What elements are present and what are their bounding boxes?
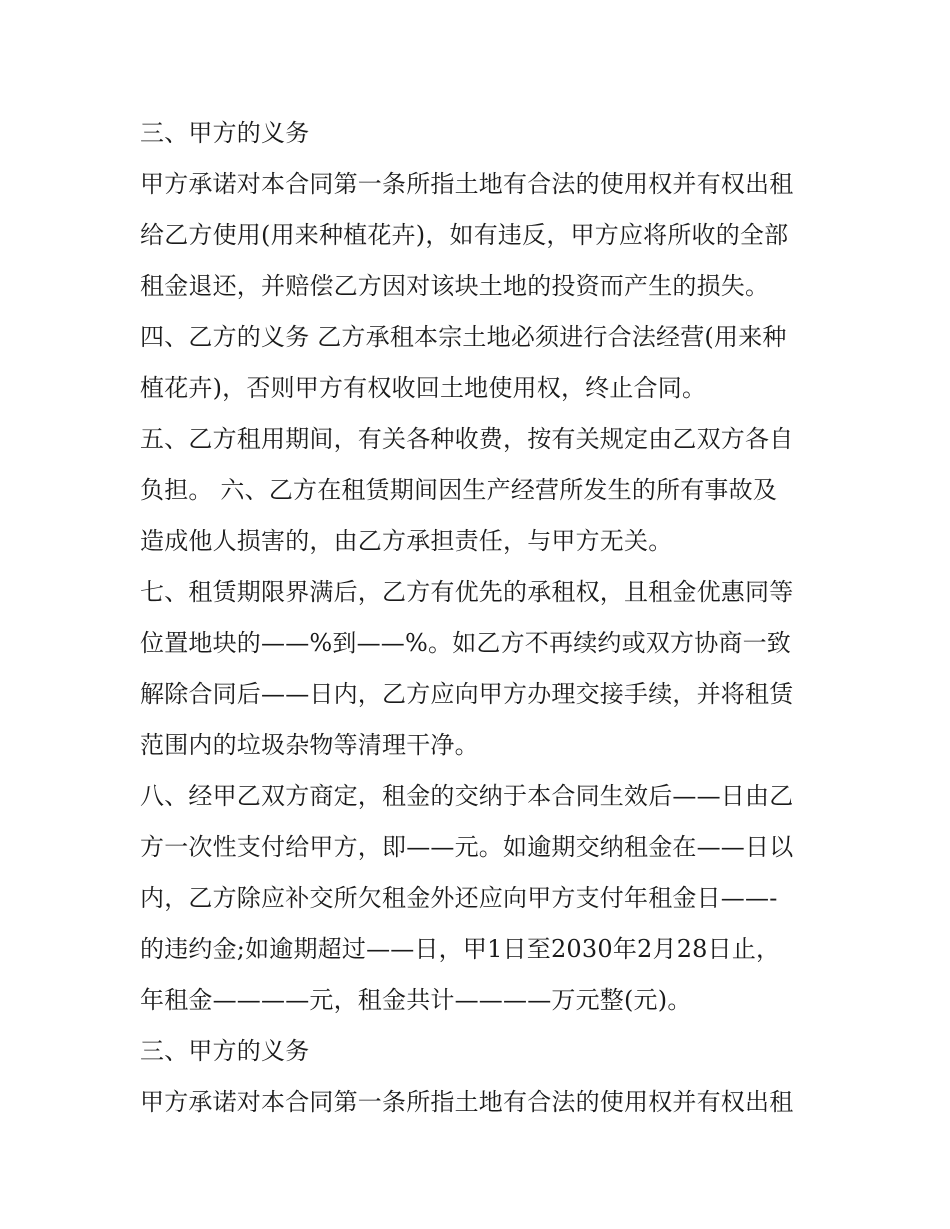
text-line: 年租金————元，租金共计————万元整(元)。: [140, 986, 692, 1014]
text-line: 三、甲方的义务: [140, 1037, 310, 1065]
document-body: [140, 108, 812, 1128]
text-line: 内，乙方除应补交所欠租金外还应向甲方支付年租金日——-: [140, 884, 778, 912]
text-line: 造成他人损害的，由乙方承担责任，与甲方无关。: [140, 527, 673, 555]
text-line: 八、经甲乙双方商定，租金的交纳于本合同生效后——日由乙: [140, 782, 794, 810]
text-line: 位置地块的——%到——%。如乙方不再续约或双方协商一致: [140, 629, 792, 657]
text-line: 五、乙方租用期间，有关各种收费，按有关规定由乙双方各自: [140, 425, 794, 453]
text-line: 三、甲方的义务: [140, 119, 310, 147]
text-line: 给乙方使用(用来种植花卉)，如有违反，甲方应将所收的全部: [140, 221, 789, 249]
text-line: 解除合同后——日内，乙方应向甲方办理交接手续，并将租赁: [140, 680, 794, 708]
text-line: 四、乙方的义务 乙方承租本宗土地必须进行合法经营(用来种: [140, 323, 787, 351]
text-line: 范围内的垃圾杂物等清理干净。: [140, 731, 479, 759]
text-line: 植花卉)，否则甲方有权收回土地使用权，终止合同。: [140, 374, 707, 402]
text-line: 甲方承诺对本合同第一条所指土地有合法的使用权并有权出租: [140, 170, 794, 198]
text-line: 的违约金;如逾期超过——日，甲1日至2030年2月28日止，: [140, 935, 781, 963]
text-line: 负担。 六、乙方在租赁期间因生产经营所发生的所有事故及: [140, 476, 778, 504]
text-line: 甲方承诺对本合同第一条所指土地有合法的使用权并有权出租: [140, 1088, 794, 1116]
text-line: 租金退还，并赔偿乙方因对该块土地的投资而产生的损失。: [140, 272, 770, 300]
text-line: 七、租赁期限界满后，乙方有优先的承租权，且租金优惠同等: [140, 578, 794, 606]
text-line: 方一次性支付给甲方，即——元。如逾期交纳租金在——日以: [140, 833, 794, 861]
